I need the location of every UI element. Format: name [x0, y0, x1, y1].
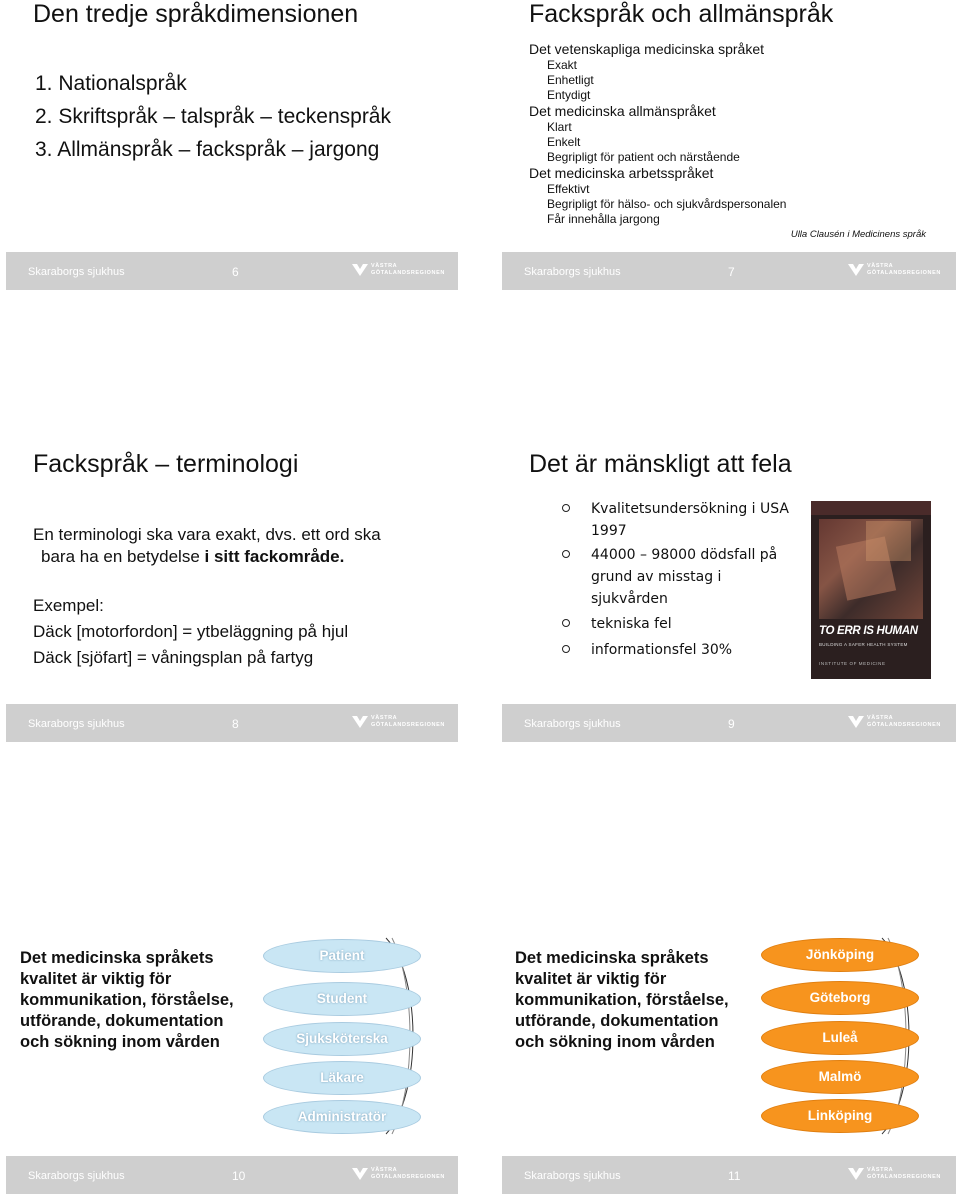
slide-footer	[502, 252, 956, 290]
role-oval-patient: Patient	[263, 939, 421, 973]
logo-text-top: VÄSTRA	[867, 263, 894, 269]
bullet-line: grund av misstag i	[591, 569, 722, 585]
outline-line: Klart	[547, 120, 572, 134]
slide-title: Fackspråk och allmänspråk	[529, 0, 834, 28]
slide-footer	[502, 1156, 956, 1194]
slide-7	[496, 0, 960, 292]
region-logo	[848, 262, 941, 282]
statement-line: utförande, dokumentation	[515, 1012, 719, 1030]
footer-org: Skaraborgs sjukhus	[524, 1170, 621, 1182]
logo-mark-icon	[352, 1166, 368, 1182]
logo-mark-icon	[848, 1166, 864, 1182]
bullet-line: sjukvården	[591, 591, 668, 607]
slide-8	[0, 450, 470, 700]
statement-line: Det medicinska språkets	[20, 949, 214, 967]
page-number: 8	[232, 717, 239, 731]
city-oval-linkoping: Linköping	[761, 1099, 919, 1133]
statement-line: kvalitet är viktig för	[515, 970, 667, 988]
statement-line: och sökning inom vården	[20, 1033, 220, 1051]
logo-text-bottom: GÖTALANDSREGIONEN	[867, 270, 941, 276]
region-logo	[848, 1166, 941, 1186]
outline-line: Det medicinska arbetsspråket	[529, 165, 714, 181]
region-logo	[352, 714, 445, 734]
role-oval-sjukskoterska: Sjuksköterska	[263, 1022, 421, 1056]
logo-mark-icon	[352, 262, 368, 278]
bullet-item	[544, 613, 672, 635]
footer-org: Skaraborgs sjukhus	[524, 718, 621, 730]
bullet-item	[544, 498, 789, 542]
quality-statement	[515, 948, 729, 1053]
book-publisher: INSTITUTE OF MEDICINE	[819, 661, 886, 666]
outline-line: Entydigt	[547, 88, 591, 102]
bullet-circle-icon	[562, 504, 570, 512]
definition-emphasis: i sitt fackområde.	[204, 547, 345, 566]
bullet-line: tekniska fel	[591, 616, 672, 632]
source-citation: Ulla Clausén i Medicinens språk	[790, 229, 926, 240]
page-number: 10	[232, 1169, 246, 1183]
example-line: Däck [motorfordon] = ytbeläggning på hjul	[33, 622, 349, 641]
slide-6	[0, 0, 470, 292]
city-oval-malmo: Malmö	[761, 1060, 919, 1094]
role-oval-administrator: Administratör	[263, 1100, 421, 1134]
page-number: 11	[728, 1169, 741, 1183]
outline-list	[529, 41, 786, 227]
example-line: Däck [sjöfart] = våningsplan på fartyg	[33, 648, 314, 667]
logo-text-bottom: GÖTALANDSREGIONEN	[371, 722, 445, 728]
outline-line: Det vetenskapliga medicinska språket	[529, 41, 765, 57]
page-number: 9	[728, 717, 735, 731]
statement-line: kommunikation, förståelse,	[20, 991, 234, 1009]
statement-line: utförande, dokumentation	[20, 1012, 224, 1030]
logo-text-top: VÄSTRA	[371, 263, 398, 269]
list-item: 2. Skriftspråk – talspråk – teckenspråk	[35, 105, 391, 128]
city-oval-jonkoping: Jönköping	[761, 938, 919, 972]
region-logo	[848, 714, 941, 734]
region-logo	[352, 1166, 445, 1186]
logo-mark-icon	[848, 714, 864, 730]
outline-line: Begripligt för patient och närstående	[547, 150, 740, 164]
slide-11	[496, 930, 960, 1155]
logo-text-top: VÄSTRA	[371, 1167, 398, 1173]
logo-text-bottom: GÖTALANDSREGIONEN	[867, 722, 941, 728]
outline-line: Enhetligt	[547, 73, 594, 87]
slide-footer	[6, 704, 458, 742]
role-oval-lakare: Läkare	[263, 1061, 421, 1095]
logo-text-top: VÄSTRA	[371, 715, 398, 721]
list-item: 3. Allmänspråk – fackspråk – jargong	[35, 138, 380, 161]
outline-line: Det medicinska allmänspråket	[529, 103, 716, 119]
book-title: TO ERR IS HUMAN	[819, 625, 918, 637]
footer-org: Skaraborgs sjukhus	[28, 266, 125, 278]
slide-title: Den tredje språkdimensionen	[33, 0, 359, 28]
quality-statement	[20, 948, 234, 1053]
outline-line: Effektivt	[547, 182, 590, 196]
book-cover-image	[811, 501, 931, 679]
bullet-line: Kvalitetsundersökning i USA	[591, 501, 789, 517]
slide-10	[0, 930, 470, 1155]
slide-title: Fackspråk – terminologi	[33, 450, 299, 478]
footer-org: Skaraborgs sjukhus	[28, 1170, 125, 1182]
bullet-item	[544, 544, 777, 610]
statement-line: kvalitet är viktig för	[20, 970, 172, 988]
footer-org: Skaraborgs sjukhus	[28, 718, 125, 730]
slide-title: Det är mänskligt att fela	[529, 450, 792, 478]
slide-footer	[6, 1156, 458, 1194]
definition-text: bara ha en betydelse	[41, 547, 200, 566]
statement-line: Det medicinska språkets	[515, 949, 709, 967]
logo-text-bottom: GÖTALANDSREGIONEN	[371, 1174, 445, 1180]
slide-footer	[502, 704, 956, 742]
region-logo	[352, 262, 445, 282]
definition-line	[41, 547, 344, 567]
logo-mark-icon	[848, 262, 864, 278]
bullet-line: informationsfel 30%	[591, 642, 733, 658]
outline-line: Enkelt	[547, 135, 581, 149]
bullet-item	[544, 639, 732, 661]
bullet-line: 44000 – 98000 dödsfall på	[591, 547, 778, 563]
logo-text-top: VÄSTRA	[867, 715, 894, 721]
outline-line: Exakt	[547, 58, 578, 72]
bullet-line: 1997	[591, 523, 627, 539]
bullet-circle-icon	[562, 619, 570, 627]
bullet-circle-icon	[562, 550, 570, 558]
role-oval-student: Student	[263, 982, 421, 1016]
slide-9	[496, 450, 960, 700]
logo-text-bottom: GÖTALANDSREGIONEN	[867, 1174, 941, 1180]
page-number: 6	[232, 265, 239, 279]
definition-line: En terminologi ska vara exakt, dvs. ett ord ska	[33, 525, 381, 544]
statement-line: kommunikation, förståelse,	[515, 991, 729, 1009]
footer-org: Skaraborgs sjukhus	[524, 266, 621, 278]
example-label: Exempel:	[33, 596, 104, 615]
logo-text-top: VÄSTRA	[867, 1167, 894, 1173]
statement-line: och sökning inom vården	[515, 1033, 715, 1051]
logo-text-bottom: GÖTALANDSREGIONEN	[371, 270, 445, 276]
bullet-circle-icon	[562, 645, 570, 653]
city-oval-lulea: Luleå	[761, 1021, 919, 1055]
list-item: 1. Nationalspråk	[35, 72, 187, 95]
book-subtitle: BUILDING A SAFER HEALTH SYSTEM	[819, 642, 908, 647]
outline-line: Får innehålla jargong	[547, 212, 660, 226]
slide-footer	[6, 252, 458, 290]
page-number: 7	[728, 265, 735, 279]
logo-mark-icon	[352, 714, 368, 730]
outline-line: Begripligt för hälso- och sjukvårdspersonalen	[547, 197, 787, 211]
city-oval-goteborg: Göteborg	[761, 981, 919, 1015]
